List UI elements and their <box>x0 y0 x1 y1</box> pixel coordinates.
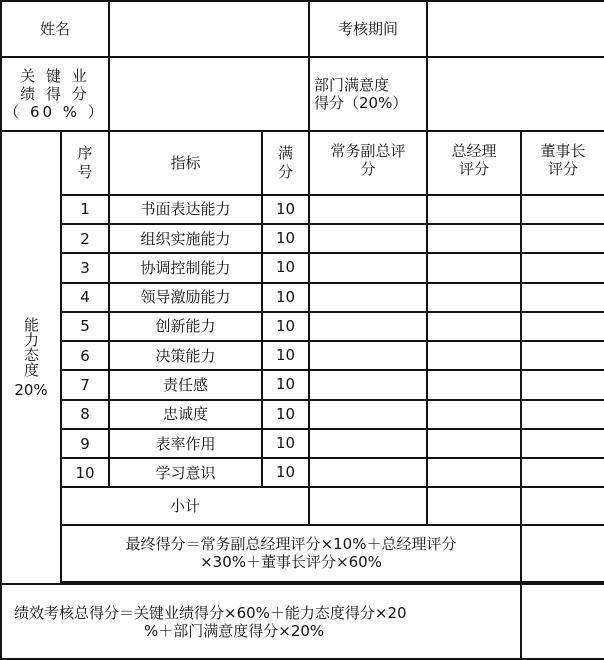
gm-score-cell[interactable] <box>427 429 521 458</box>
gm-score-cell[interactable] <box>427 400 521 429</box>
row-seq: 4 <box>61 283 109 312</box>
dept-label-line-2: 得分（20%） <box>314 93 408 112</box>
row-full-score: 10 <box>262 283 309 312</box>
total-formula-line-2: %＋部门满意度得分×20% <box>144 621 325 640</box>
row-seq: 7 <box>61 370 109 399</box>
row-seq: 10 <box>61 458 109 487</box>
row-full-score: 10 <box>262 253 309 282</box>
table-row <box>1 253 604 282</box>
deputy-header-cell <box>309 131 427 195</box>
table-row <box>1 429 604 458</box>
kpi-score-value-cell[interactable] <box>109 57 309 132</box>
table-row <box>1 283 604 312</box>
deputy-header-line-1: 常务副总评 <box>330 142 406 161</box>
table-row <box>1 312 604 341</box>
row-indicator: 忠诚度 <box>109 400 262 429</box>
deputy-score-cell[interactable] <box>309 341 427 370</box>
gm-score-cell[interactable] <box>427 341 521 370</box>
gm-score-cell[interactable] <box>427 312 521 341</box>
row-full-score: 10 <box>262 312 309 341</box>
row-seq: 9 <box>61 429 109 458</box>
subtotal-label: 小计 <box>170 497 201 516</box>
total-score-row <box>1 584 604 659</box>
final-formula-line-2: ×30%＋董事长评分×60% <box>200 553 382 572</box>
table-row <box>1 370 604 399</box>
kpi-score-label-cell <box>1 57 109 132</box>
row-seq: 6 <box>61 341 109 370</box>
dept-satisfaction-label-cell <box>309 57 427 132</box>
period-value-cell[interactable] <box>427 1 604 57</box>
gm-header-line-2: 评分 <box>459 160 490 179</box>
gm-score-cell[interactable] <box>427 283 521 312</box>
name-label: 姓名 <box>40 19 71 38</box>
subtotal-gm-cell[interactable] <box>427 487 521 524</box>
ability-char-1: 能 <box>22 316 40 332</box>
total-formula-line-1: 绩效考核总得分＝关键业绩得分×60%＋能力态度得分×20 <box>14 603 407 622</box>
gm-score-cell[interactable] <box>427 224 521 253</box>
row-indicator: 协调控制能力 <box>109 253 262 282</box>
table-row <box>1 341 604 370</box>
full-score-header-line-2: 分 <box>278 162 294 181</box>
row-seq: 1 <box>61 195 109 224</box>
table-row <box>1 400 604 429</box>
chair-header-cell <box>521 131 604 195</box>
deputy-score-cell[interactable] <box>309 283 427 312</box>
row-seq: 5 <box>61 312 109 341</box>
chair-header-line-2: 评分 <box>548 160 579 179</box>
name-period-row <box>1 1 604 57</box>
gm-score-cell[interactable] <box>427 458 521 487</box>
row-indicator: 责任感 <box>109 370 262 399</box>
row-full-score: 10 <box>262 458 309 487</box>
deputy-score-cell[interactable] <box>309 429 427 458</box>
table-row <box>1 224 604 253</box>
full-score-header-cell <box>262 131 309 195</box>
deputy-score-cell[interactable] <box>309 224 427 253</box>
dept-satisfaction-value-cell[interactable] <box>427 57 604 132</box>
row-seq: 3 <box>61 253 109 282</box>
ability-section-label-cell <box>1 131 61 584</box>
deputy-score-cell[interactable] <box>309 400 427 429</box>
seq-header-cell <box>61 131 109 195</box>
subtotal-row <box>1 487 604 524</box>
row-full-score: 10 <box>262 429 309 458</box>
chair-score-cell[interactable] <box>521 341 604 370</box>
row-seq: 8 <box>61 400 109 429</box>
chair-header-line-1: 董事长 <box>540 142 586 161</box>
chair-score-cell[interactable] <box>521 224 604 253</box>
seq-header-line-2: 号 <box>77 162 93 181</box>
chair-score-cell[interactable] <box>521 253 604 282</box>
row-indicator: 决策能力 <box>109 341 262 370</box>
kpi-label-line-3: （ 60 % ） <box>4 102 106 121</box>
total-score-value-cell[interactable] <box>521 584 604 659</box>
subtotal-chair-cell[interactable] <box>521 487 604 524</box>
row-seq: 2 <box>61 224 109 253</box>
chair-score-cell[interactable] <box>521 458 604 487</box>
indicator-header-cell <box>109 131 262 195</box>
final-formula-line-1: 最终得分＝常务副总经理评分×10%＋总经理评分 <box>125 535 457 554</box>
subtotal-deputy-cell[interactable] <box>309 487 427 524</box>
final-score-value-cell[interactable] <box>521 525 604 583</box>
subtotal-label-cell <box>61 487 309 524</box>
row-full-score: 10 <box>262 341 309 370</box>
gm-score-cell[interactable] <box>427 370 521 399</box>
row-full-score: 10 <box>262 370 309 399</box>
deputy-score-cell[interactable] <box>309 370 427 399</box>
row-full-score: 10 <box>262 400 309 429</box>
ability-char-2: 力 <box>22 331 40 347</box>
kpi-label-line-1: 关 键 业 <box>20 66 90 85</box>
ability-section-percent: 20% <box>14 380 48 399</box>
chair-score-cell[interactable] <box>521 370 604 399</box>
deputy-score-cell[interactable] <box>309 312 427 341</box>
row-indicator: 领导激励能力 <box>109 283 262 312</box>
chair-score-cell[interactable] <box>521 283 604 312</box>
ability-char-4: 度 <box>22 361 40 377</box>
ability-char-3: 态 <box>22 346 40 362</box>
full-score-header-line-1: 满 <box>278 143 294 162</box>
gm-score-cell[interactable] <box>427 253 521 282</box>
row-indicator: 创新能力 <box>109 312 262 341</box>
period-label: 考核期间 <box>338 19 399 38</box>
deputy-score-cell[interactable] <box>309 458 427 487</box>
period-label-cell <box>309 1 427 57</box>
seq-header-line-1: 序 <box>77 143 93 162</box>
name-label-cell <box>1 1 109 57</box>
ability-header-row <box>1 131 604 195</box>
gm-header-line-1: 总经理 <box>451 142 497 161</box>
gm-score-cell[interactable] <box>427 195 521 224</box>
kpi-dept-row <box>1 57 604 132</box>
chair-score-cell[interactable] <box>521 312 604 341</box>
row-indicator: 组织实施能力 <box>109 224 262 253</box>
chair-score-cell[interactable] <box>521 400 604 429</box>
table-row <box>1 458 604 487</box>
kpi-label-line-2: 绩 得 分 <box>20 84 90 103</box>
ability-section-label <box>21 317 41 377</box>
deputy-score-cell[interactable] <box>309 195 427 224</box>
dept-label-line-1: 部门满意度 <box>314 75 390 94</box>
deputy-score-cell[interactable] <box>309 253 427 282</box>
gm-header-cell <box>427 131 521 195</box>
chair-score-cell[interactable] <box>521 195 604 224</box>
indicator-header: 指标 <box>170 153 201 172</box>
row-indicator: 学习意识 <box>109 458 262 487</box>
table-row <box>1 195 604 224</box>
deputy-header-line-2: 分 <box>360 160 376 179</box>
row-full-score: 10 <box>262 224 309 253</box>
name-value-cell[interactable] <box>109 1 309 57</box>
row-indicator: 表率作用 <box>109 429 262 458</box>
row-full-score: 10 <box>262 195 309 224</box>
row-indicator: 书面表达能力 <box>109 195 262 224</box>
total-score-formula-cell <box>1 584 521 659</box>
final-score-formula-cell <box>61 525 521 583</box>
final-score-row <box>1 525 604 583</box>
chair-score-cell[interactable] <box>521 429 604 458</box>
